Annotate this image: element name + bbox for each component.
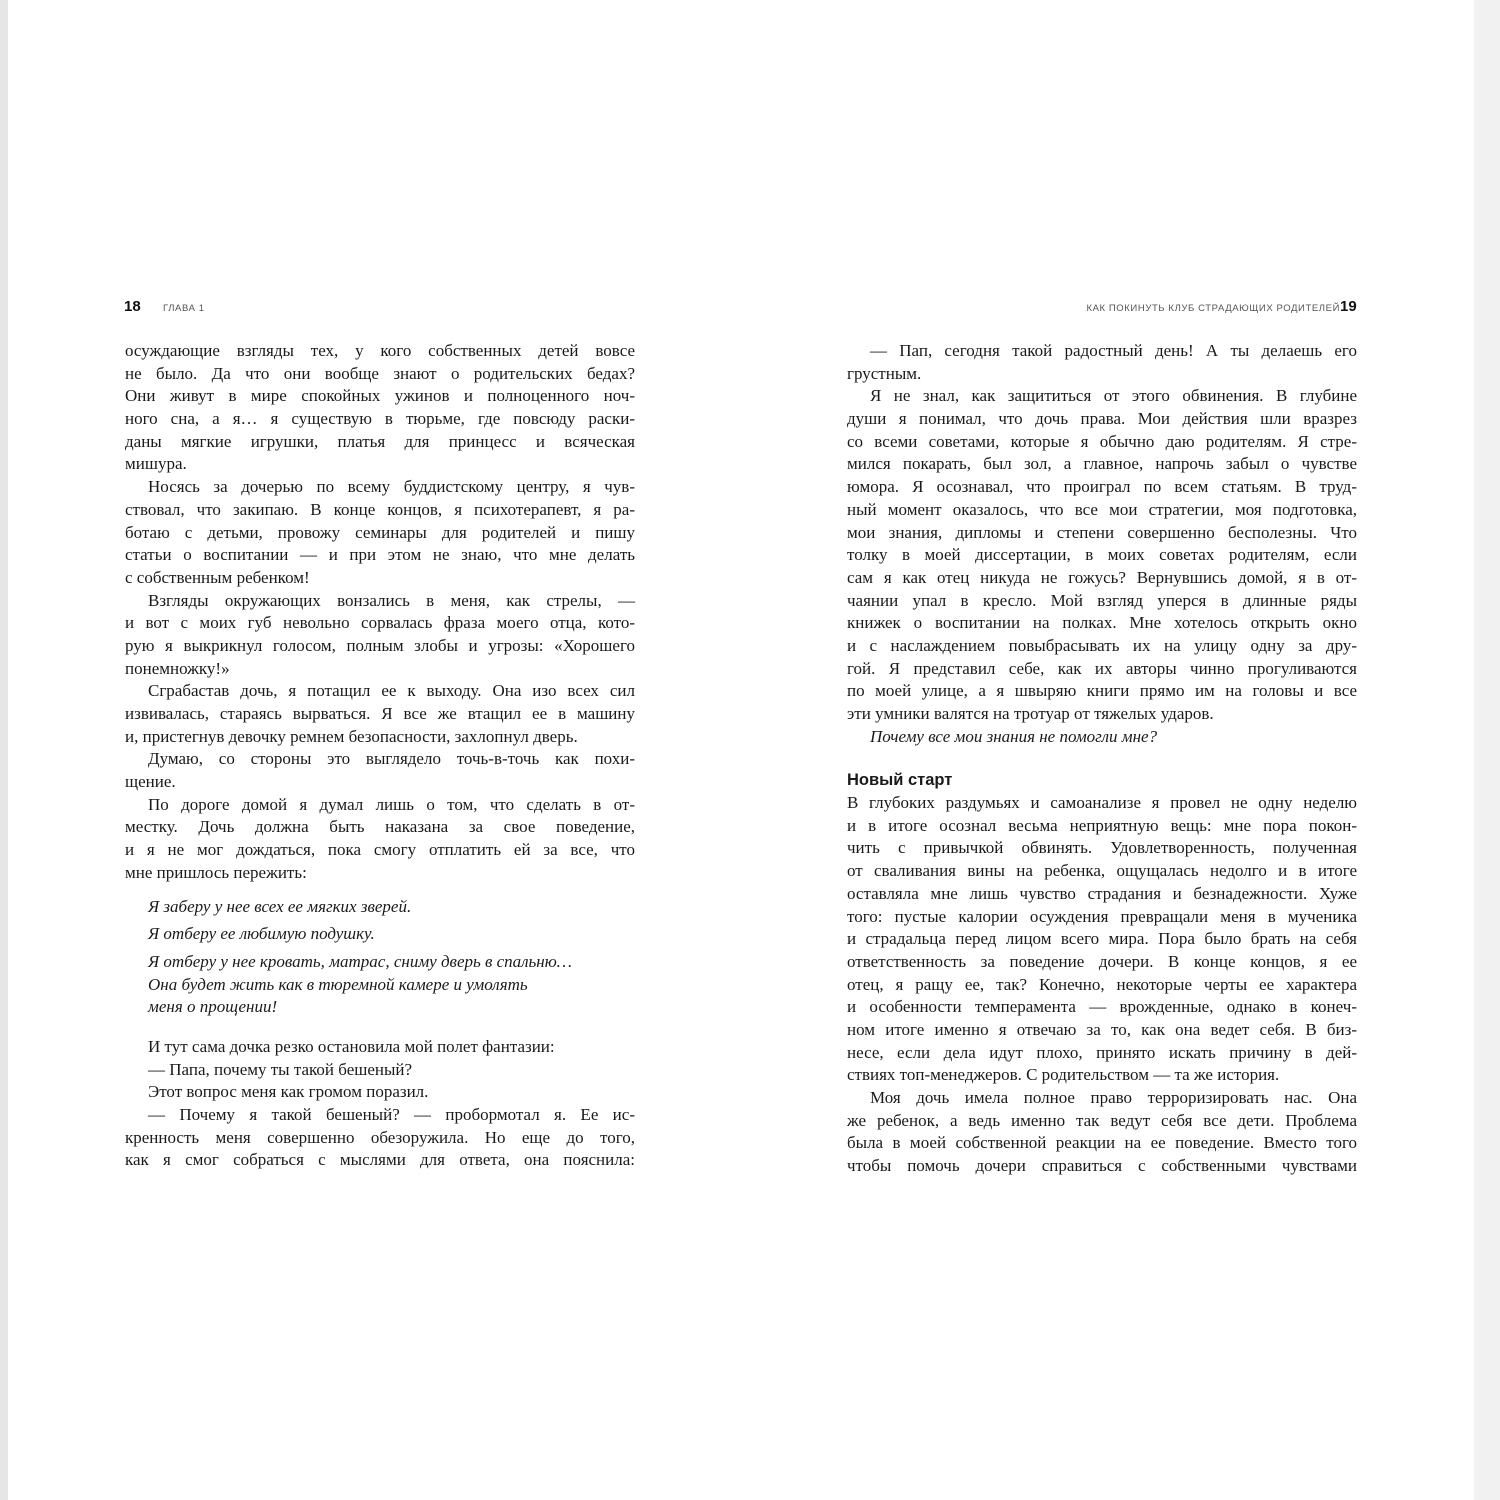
paragraph xyxy=(125,1104,635,1172)
text-line: Я заберу у нее всех ее мягких зверей. xyxy=(148,896,412,916)
text-line: юмора. Я осознавал, что проиграл по всем статьям. В труд- xyxy=(847,477,1357,497)
text-line: извивалась, стараясь вырваться. Я все же втащил ее в машину xyxy=(125,704,635,723)
text-line: и, пристегнув девочку ремнем безопасности, захлопнул дверь. xyxy=(125,726,578,746)
text-line: — Папа, почему ты такой бешеный? xyxy=(148,1059,413,1079)
text-line: даны мягкие игрушки, платья для принцесс и всяческая xyxy=(125,431,635,451)
quote-stanza xyxy=(148,896,635,919)
paragraph xyxy=(125,748,635,793)
text-line: Я не знал, как защититься от этого обвинения. В глубине xyxy=(870,386,1357,406)
paragraph xyxy=(125,1036,635,1059)
text-line: гой. Я представил себе, как их авторы чинно прогуливаются xyxy=(847,658,1357,678)
section-heading: Новый старт xyxy=(847,771,953,790)
text-line: мился покарать, был зол, а главное, напрочь забыл о чувстве xyxy=(847,454,1357,474)
text-line: толку в моей диссертации, в моих советах родителям, если xyxy=(847,545,1357,565)
text-line: от сваливания вины на ребенка, ощущалась недолго и в итоге xyxy=(847,861,1357,881)
text-line: чтобы помочь дочери справиться с собственными чувствами xyxy=(847,1156,1357,1176)
text-line: щение. xyxy=(125,772,176,792)
text-line: — Пап, сегодня такой радостный день! А ты делаешь его xyxy=(870,341,1357,360)
quote-stanza xyxy=(148,951,635,1019)
text-line: мишура. xyxy=(125,454,187,474)
text-line: рую я выкрикнул голосом, полным злобы и угрозы: «Хорошего xyxy=(125,635,635,655)
paragraph xyxy=(125,680,635,748)
viewer-right-edge xyxy=(1474,0,1500,1500)
text-line: Носясь за дочерью по всему буддистскому центру, я чув- xyxy=(148,477,635,497)
text-line: По дороге домой я думал лишь о том, что сделать в от- xyxy=(148,794,635,814)
text-line: Они живут в мире спокойных ужинов и полноценного ноч- xyxy=(125,386,635,406)
right-page-body xyxy=(847,340,1357,1178)
running-title-right: КАК ПОКИНУТЬ КЛУБ СТРАДАЮЩИХ РОДИТЕЛЕЙ xyxy=(1086,303,1340,314)
text-line: Сграбастав дочь, я потащил ее к выходу. Она изо всех сил xyxy=(148,681,635,701)
paragraph xyxy=(847,385,1357,725)
text-line: несе, если дела идут плохо, принято искать причину в дей- xyxy=(847,1042,1357,1062)
italic-quote-block xyxy=(125,896,635,1019)
running-title-left: ГЛАВА 1 xyxy=(163,303,205,314)
text-line: Взгляды окружающих вонзались в меня, как стрелы, — xyxy=(148,590,635,610)
viewer-left-edge xyxy=(0,0,8,1500)
text-line: сам я как отец никуда не гожусь? Вернувшись домой, я в от- xyxy=(847,567,1357,587)
page-number-left: 18 xyxy=(124,298,141,315)
text-line: со всеми советами, которые я обычно даю родителям. Я стре- xyxy=(847,431,1357,451)
text-line: ствиях топ-менеджеров. С родительством — та же история. xyxy=(847,1065,1280,1085)
text-line: ного сна, а я… я существую в тюрьме, где повсюду раски- xyxy=(125,409,635,429)
text-line: не было. Да что они вообще знают о родительских бедах? xyxy=(125,363,635,383)
text-line: Она будет жить как в тюремной камере и умолять xyxy=(148,974,528,994)
text-line: души я понимал, что дочь права. Мои действия шли вразрез xyxy=(847,409,1357,429)
text-line: книжек о воспитании на полках. Мне хотелось открыть окно xyxy=(847,613,1357,633)
text-line: и вот с моих губ невольно сорвалась фраза моего отца, кото- xyxy=(125,613,635,633)
text-line: и с наслаждением повыбрасывать их на улицу одну за дру- xyxy=(847,635,1357,655)
text-line: отец, я ращу ее, так? Конечно, некоторые черты ее характера xyxy=(847,974,1357,994)
text-line: чить с привычкой обвинять. Удовлетворенность, полученная xyxy=(847,838,1357,858)
paragraph xyxy=(125,476,635,589)
text-line: Думаю, со стороны это выглядело точь-в-точь как похи- xyxy=(148,749,635,769)
text-line: понемножку!» xyxy=(125,658,230,678)
text-line: мои знания, дипломы и степени совершенно бесполезны. Что xyxy=(847,522,1357,542)
paragraph xyxy=(125,340,635,476)
text-line: местку. Дочь должна быть наказана за свое поведение, xyxy=(125,817,635,837)
paragraph xyxy=(125,1059,635,1082)
text-line: ный момент оказалось, что все мои стратегии, моя подготовка, xyxy=(847,499,1357,519)
text-line: с собственным ребенком! xyxy=(125,567,310,587)
text-line: же ребенок, а ведь именно так ведут себя все дети. Проблема xyxy=(847,1110,1357,1130)
paragraph xyxy=(847,726,1357,749)
quote-stanza xyxy=(148,923,635,946)
text-line: и страдальца перед лицом всего мира. Пора было брать на себя xyxy=(847,929,1357,949)
left-page-body xyxy=(125,340,635,1172)
text-line: осуждающие взгляды тех, у кого собственных детей вовсе xyxy=(125,341,635,360)
paragraph xyxy=(847,1087,1357,1178)
text-line: — Почему я такой бешеный? — пробормотал я. Ее ис- xyxy=(148,1105,635,1124)
text-line: мне пришлось пережить: xyxy=(125,862,307,882)
text-line: грустным. xyxy=(847,363,922,383)
text-line: ном итоге именно я отвечаю за то, как она ведет себя. В биз- xyxy=(847,1019,1357,1039)
text-line: кренность меня совершенно обезоружила. Но еще до того, xyxy=(125,1127,635,1147)
paragraph xyxy=(847,792,1357,1087)
text-line: Я отберу ее любимую подушку. xyxy=(148,924,375,944)
paragraph xyxy=(125,590,635,681)
text-line: ответственность за поведение дочери. В конце концов, я ее xyxy=(847,951,1357,971)
text-line: того: пустые калории осуждения превращали меня в мученика xyxy=(847,906,1357,926)
text-line: была в моей собственной реакции на ее поведение. Вместо того xyxy=(847,1133,1357,1153)
paragraph xyxy=(847,340,1357,385)
page-number-right: 19 xyxy=(1340,298,1357,315)
text-line: И тут сама дочка резко остановила мой полет фантазии: xyxy=(148,1036,555,1056)
text-line: Этот вопрос меня как громом поразил. xyxy=(148,1082,429,1102)
text-line: и в итоге осознал весьма неприятную вещь: мне пора покон- xyxy=(847,815,1357,835)
text-line: Почему все мои знания не помогли мне? xyxy=(870,726,1158,746)
text-line: чаянии упал в кресло. Мой взгляд уперся в длинные ряды xyxy=(847,590,1357,610)
text-line: В глубоких раздумьях и самоанализе я провел не одну неделю xyxy=(847,793,1357,813)
text-line: Я отберу у нее кровать, матрас, сниму дверь в спальню… xyxy=(148,951,572,971)
text-line: эти умники валятся на тротуар от тяжелых ударов. xyxy=(847,704,1214,723)
text-line: ботаю с детьми, провожу семинары для родителей и пишу xyxy=(125,522,635,542)
paragraph xyxy=(125,1081,635,1104)
text-line: статьи о воспитании — и при этом не знаю, что мне делать xyxy=(125,545,635,565)
text-line: Моя дочь имела полное право терроризировать нас. Она xyxy=(870,1088,1357,1107)
text-line: и особенности темперамента — врожденные, однако в конеч- xyxy=(847,997,1357,1017)
text-line: и я не мог дождаться, пока смогу отплатить ей за все, что xyxy=(125,840,635,860)
text-line: ствовал, что закипаю. В конце концов, я психотерапевт, я ра- xyxy=(125,499,635,519)
text-line: по моей улице, а я швыряю книги прямо им на головы и все xyxy=(847,681,1357,701)
text-line: оставляла мне лишь чувство страдания и безнадежности. Хуже xyxy=(847,883,1357,903)
text-line: как я смог собраться с мыслями для ответа, она пояснила: xyxy=(125,1150,635,1170)
text-line: меня о прощении! xyxy=(148,997,278,1017)
paragraph xyxy=(125,794,635,885)
